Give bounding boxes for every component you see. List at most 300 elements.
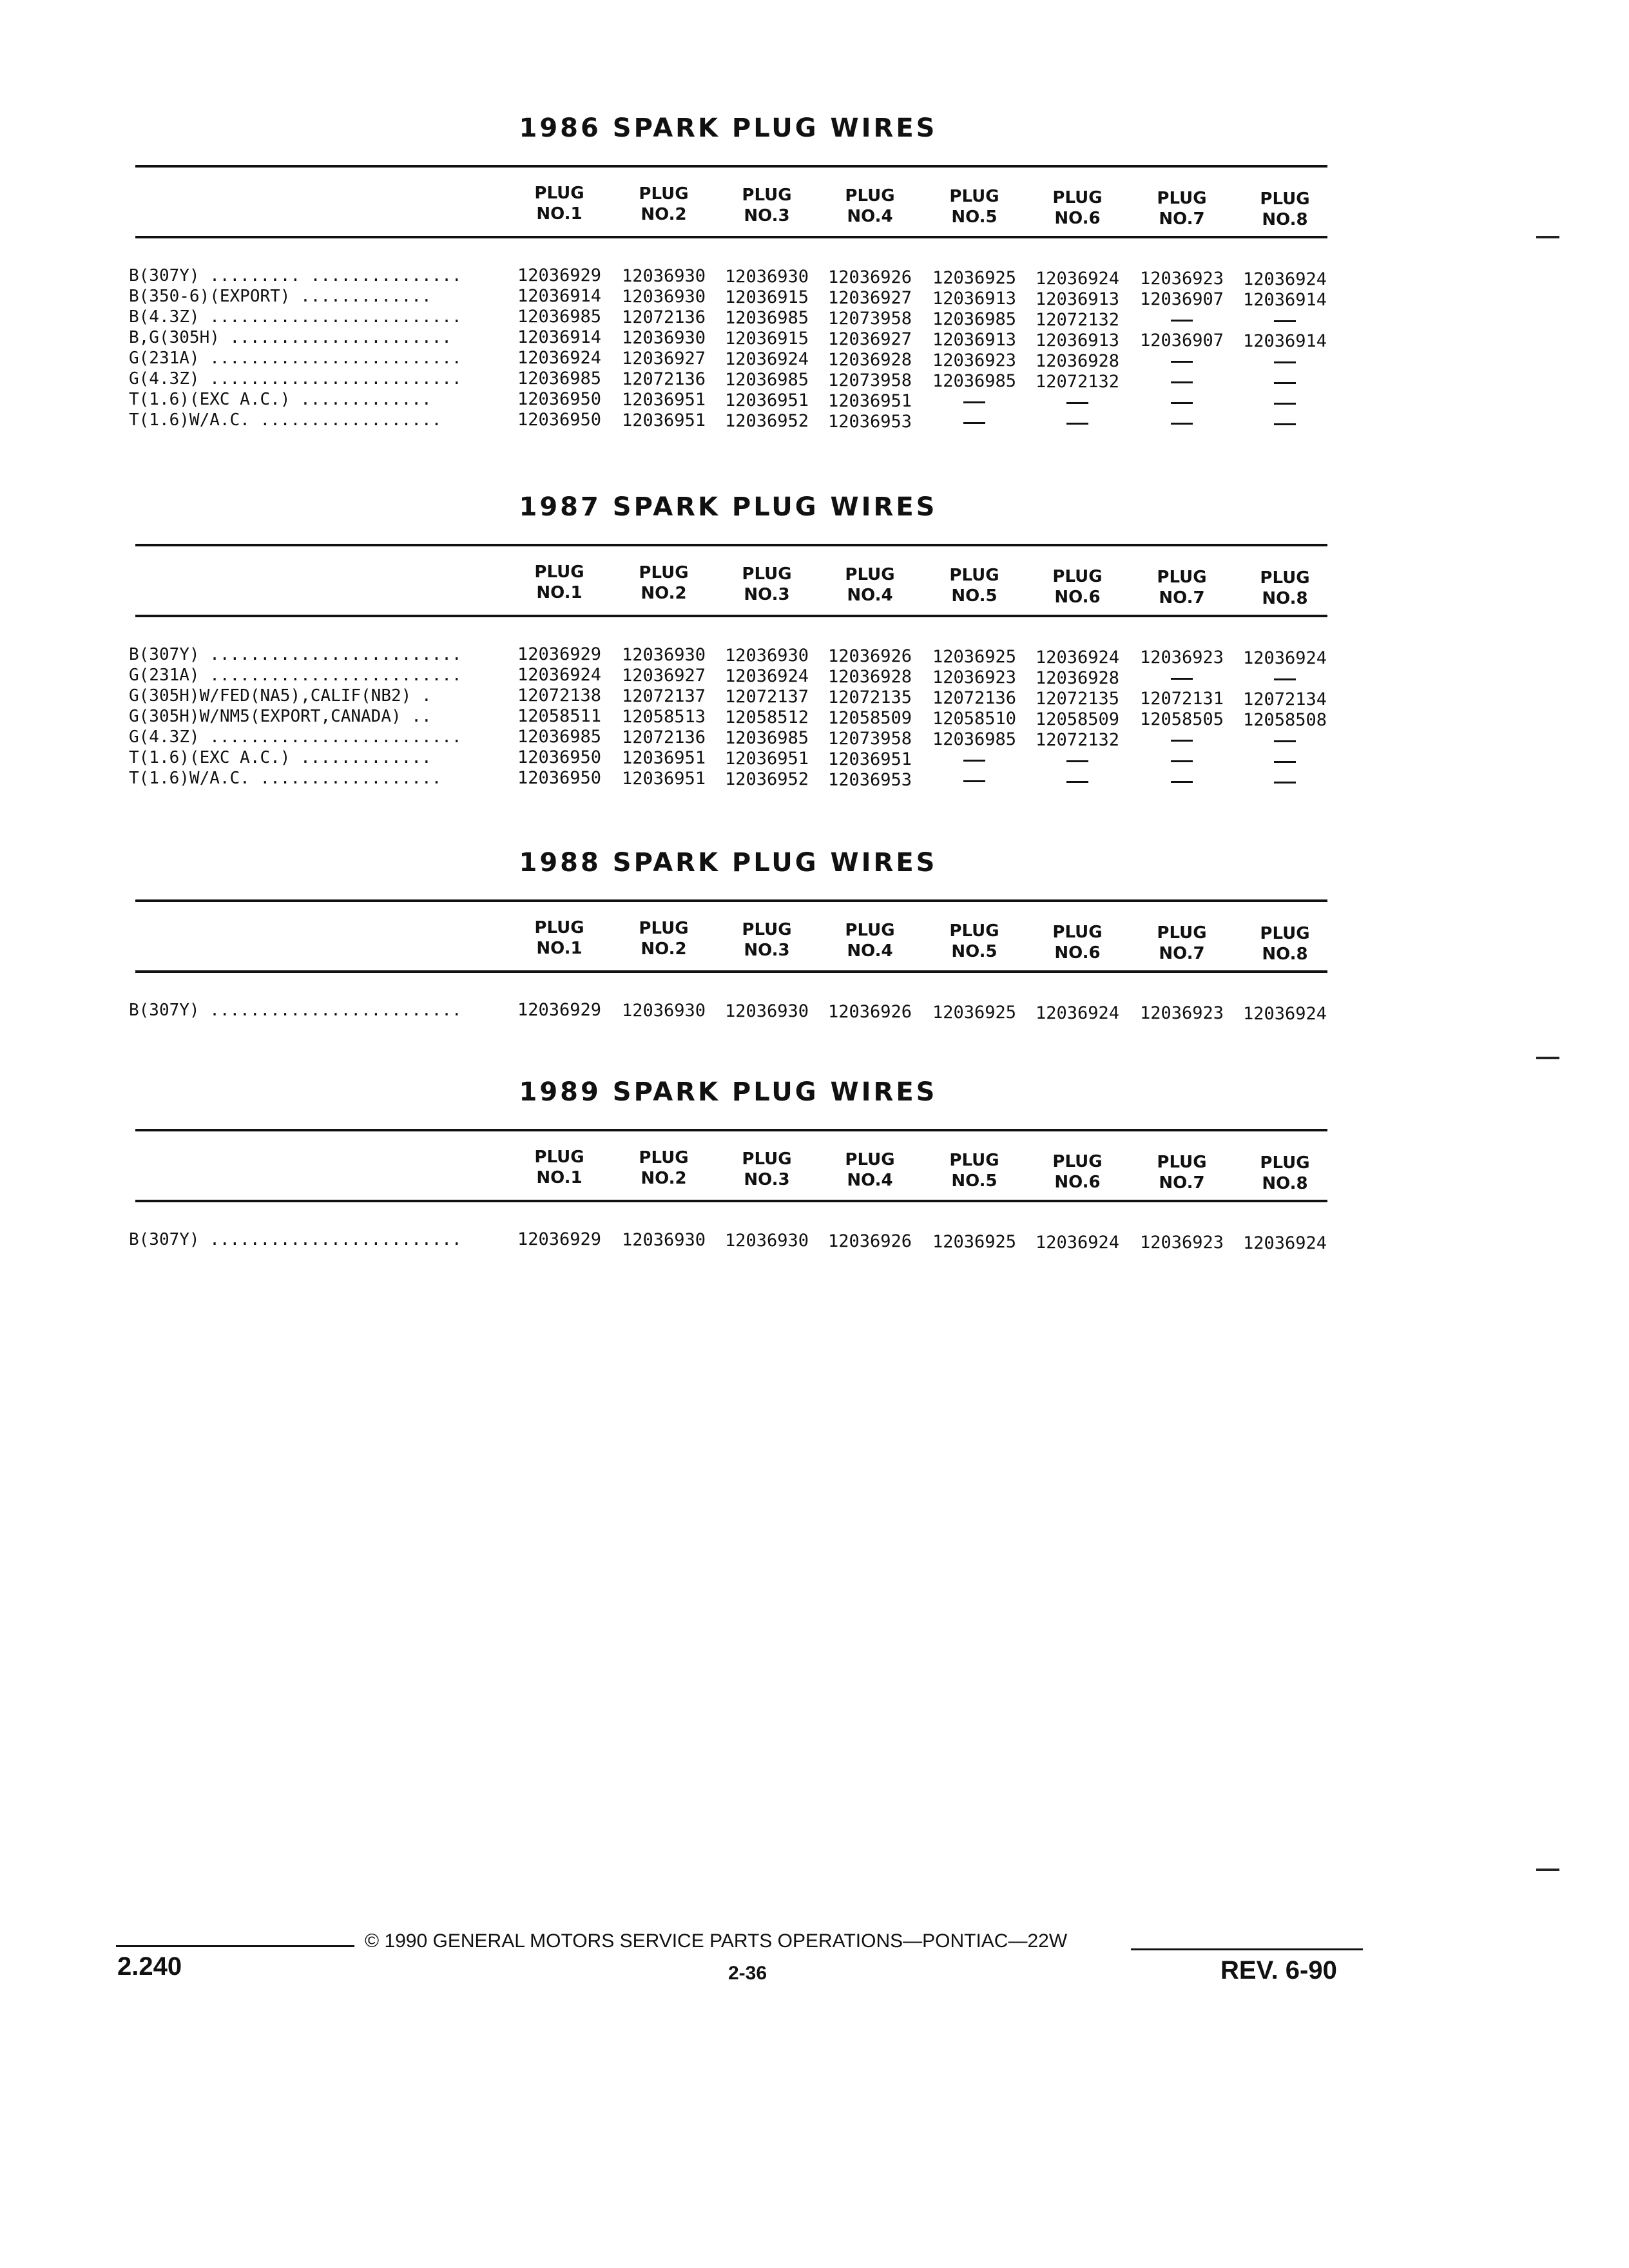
column-header-bottom: NO.2 <box>641 205 687 225</box>
engine-code-label: G(4.3Z) ......................... <box>129 369 462 389</box>
column-header-plug-6 <box>1029 566 1126 608</box>
part-number: 12036951 <box>724 390 809 410</box>
column-header-bottom: NO.1 <box>536 939 583 958</box>
part-number: 12036923 <box>1139 269 1224 289</box>
part-number: 12072134 <box>1242 689 1327 710</box>
column-header-bottom: NO.5 <box>951 1171 998 1191</box>
part-number: 12036930 <box>621 327 706 348</box>
part-number: 12036930 <box>621 286 706 307</box>
column-header-plug-6 <box>1029 922 1126 963</box>
part-number: 12036951 <box>827 390 912 411</box>
table-row <box>129 265 1327 290</box>
column-header-top: PLUG <box>1052 1151 1103 1171</box>
part-number: 12072132 <box>1035 371 1120 392</box>
table-row <box>129 727 1327 750</box>
column-header-bottom: NO.2 <box>641 939 687 959</box>
dash-mark <box>1171 402 1193 404</box>
footer-copyright: © 1990 GENERAL MOTORS SERVICE PARTS OPERATIONS—PONTIAC—22W <box>365 1930 1068 1952</box>
column-header-plug-1 <box>511 562 608 603</box>
part-number: 12036929 <box>517 1229 602 1249</box>
table-row <box>129 706 1327 731</box>
column-header-bottom: NO.3 <box>744 940 790 960</box>
dash-mark <box>1066 423 1088 425</box>
footer-page-center: 2-36 <box>728 1963 767 1984</box>
table-body <box>129 1229 1327 1254</box>
column-header-plug-1 <box>511 1147 608 1188</box>
dash-mark <box>1274 320 1296 322</box>
part-number: 12036926 <box>827 267 912 287</box>
column-header-plug-8 <box>1237 189 1333 230</box>
part-number: 12036985 <box>517 369 602 389</box>
column-header-plug-6 <box>1029 1151 1126 1193</box>
engine-code-label: G(231A) ......................... <box>129 349 462 368</box>
dash-mark <box>1274 423 1296 425</box>
table-rule-bottom <box>135 615 1327 617</box>
part-number: 12036923 <box>932 350 1017 370</box>
column-header-bottom: NO.1 <box>536 204 583 224</box>
column-header-top: PLUG <box>1052 922 1103 942</box>
part-number: 12036985 <box>932 309 1017 329</box>
part-number: 12036929 <box>517 265 602 285</box>
part-number: 12036953 <box>827 411 912 432</box>
dash-mark <box>1171 423 1193 425</box>
dash-mark <box>1274 361 1296 363</box>
column-header-plug-8 <box>1237 568 1333 609</box>
part-number: 12072138 <box>517 686 602 706</box>
part-number: 12036928 <box>1035 351 1120 371</box>
column-header-top: PLUG <box>742 185 792 205</box>
table-row <box>129 307 1327 330</box>
dash-mark <box>963 780 985 782</box>
part-number: 12036985 <box>724 307 809 328</box>
part-number: 12058509 <box>827 707 912 728</box>
dash-mark <box>963 401 985 403</box>
dash-mark <box>1274 678 1296 680</box>
part-number: 12036924 <box>517 665 602 685</box>
part-number: 12036952 <box>724 769 809 789</box>
engine-code-label: B(307Y) ......................... <box>129 1001 462 1020</box>
part-number: 12036924 <box>517 348 602 368</box>
part-number: 12036930 <box>724 266 809 287</box>
column-header-top: PLUG <box>534 184 584 203</box>
column-header-plug-3 <box>718 1149 815 1190</box>
margin-mark <box>1536 236 1559 238</box>
dash-mark <box>1171 320 1193 322</box>
table-row <box>129 286 1327 311</box>
column-header-plug-5 <box>926 921 1023 962</box>
column-header-bottom: NO.6 <box>1054 587 1101 607</box>
empty-dash <box>1130 771 1233 792</box>
part-number: 12036924 <box>1035 1003 1120 1023</box>
column-header-bottom: NO.5 <box>951 586 998 606</box>
spark-plug-section <box>129 492 1327 790</box>
part-number: 12036913 <box>932 288 1017 309</box>
part-number: 12036929 <box>517 644 602 664</box>
column-header-top: PLUG <box>1260 189 1310 209</box>
column-header-top: PLUG <box>639 919 689 939</box>
column-header-plug-4 <box>822 920 918 961</box>
column-header-top: PLUG <box>845 564 895 584</box>
section-title: 1987 SPARK PLUG WIRES <box>519 492 938 522</box>
engine-code-label: T(1.6)(EXC A.C.) ............. <box>129 748 432 767</box>
part-number: 12036951 <box>621 747 706 768</box>
part-number: 12072131 <box>1139 689 1224 709</box>
column-header-plug-2 <box>615 918 712 959</box>
table-row <box>129 1000 1327 1024</box>
column-header-plug-4 <box>822 186 918 227</box>
section-title: 1989 SPARK PLUG WIRES <box>519 1077 938 1107</box>
part-number: 12036925 <box>932 646 1017 667</box>
column-header-plug-3 <box>718 185 815 226</box>
dash-mark <box>1066 781 1088 783</box>
part-number: 12072135 <box>1035 688 1120 709</box>
column-header-top: PLUG <box>534 1148 584 1167</box>
part-number: 12036924 <box>1242 648 1327 669</box>
column-header-bottom: NO.8 <box>1262 1174 1308 1194</box>
table-row <box>129 348 1327 369</box>
column-header-plug-1 <box>511 183 608 224</box>
column-header-bottom: NO.3 <box>744 1169 790 1189</box>
table-row <box>129 768 1327 789</box>
part-number: 12036928 <box>827 666 912 687</box>
table-rule-bottom <box>135 1200 1327 1202</box>
table-row <box>129 389 1327 410</box>
column-header-bottom: NO.3 <box>744 206 790 226</box>
column-header-plug-5 <box>926 565 1023 606</box>
column-header-plug-2 <box>615 184 712 225</box>
part-number: 12036951 <box>621 768 706 789</box>
section-title: 1986 SPARK PLUG WIRES <box>519 113 938 143</box>
part-number: 12072132 <box>1035 309 1120 330</box>
spark-plug-section <box>129 848 1327 1024</box>
engine-code-label: G(4.3Z) ......................... <box>129 727 462 747</box>
column-header-top: PLUG <box>1052 187 1103 207</box>
column-header-top: PLUG <box>949 1151 999 1171</box>
column-header-top: PLUG <box>534 918 584 937</box>
column-header-top: PLUG <box>1260 1153 1310 1173</box>
part-number: 12036927 <box>621 665 706 686</box>
dash-mark <box>963 760 985 762</box>
column-header-top: PLUG <box>639 184 689 204</box>
part-number: 12058513 <box>621 706 706 727</box>
column-header-top: PLUG <box>949 566 999 586</box>
dash-mark <box>1171 381 1193 383</box>
empty-dash <box>1233 414 1336 434</box>
column-header-top: PLUG <box>949 187 999 207</box>
column-header-plug-7 <box>1133 188 1230 229</box>
footer-rule-left <box>116 1945 354 1947</box>
part-number: 12036924 <box>1035 1232 1120 1253</box>
dash-mark <box>1274 403 1296 405</box>
part-number: 12036926 <box>827 1001 912 1022</box>
column-header-plug-2 <box>615 1148 712 1189</box>
column-header-top: PLUG <box>742 1149 792 1169</box>
dash-mark <box>1274 761 1296 763</box>
part-number: 12036930 <box>621 644 706 665</box>
column-header-top: PLUG <box>1157 188 1207 208</box>
part-number: 12036924 <box>1035 268 1120 289</box>
table-rule-top <box>135 544 1327 546</box>
part-number: 12058505 <box>1139 709 1224 730</box>
dash-mark <box>1274 382 1296 384</box>
empty-dash <box>1026 413 1129 434</box>
column-header-plug-5 <box>926 186 1023 227</box>
spark-plug-section <box>129 1077 1327 1254</box>
part-number: 12036951 <box>621 389 706 410</box>
part-number: 12036930 <box>621 1000 706 1021</box>
engine-code-label: G(231A) ......................... <box>129 666 462 685</box>
part-number: 12072135 <box>827 687 912 707</box>
part-number: 12036923 <box>1139 1233 1224 1253</box>
column-header-plug-4 <box>822 1149 918 1191</box>
empty-dash <box>1233 772 1336 793</box>
column-header-plug-1 <box>511 918 608 959</box>
column-header-top: PLUG <box>845 1149 895 1169</box>
engine-code-label: B(4.3Z) ......................... <box>129 307 462 327</box>
part-number: 12036907 <box>1139 331 1224 351</box>
column-header-top: PLUG <box>742 919 792 939</box>
table-row <box>129 369 1327 392</box>
footer-page-number: 2.240 <box>117 1952 182 1981</box>
column-header-bottom: NO.4 <box>847 1170 893 1190</box>
column-header-plug-4 <box>822 564 918 606</box>
column-header-bottom: NO.4 <box>847 941 893 961</box>
footer-revision: REV. 6-90 <box>1220 1956 1337 1984</box>
engine-code-label: B(307Y) ......................... <box>129 645 462 664</box>
part-number: 12036951 <box>621 410 706 430</box>
column-header-top: PLUG <box>639 1148 689 1168</box>
column-header-bottom: NO.5 <box>951 942 998 962</box>
table-row <box>129 327 1327 352</box>
part-number: 12036913 <box>1035 289 1120 309</box>
column-header-bottom: NO.1 <box>536 1168 583 1187</box>
column-header-top: PLUG <box>949 921 999 941</box>
column-header-plug-3 <box>718 919 815 961</box>
part-number: 12036913 <box>1035 330 1120 351</box>
column-header-bottom: NO.8 <box>1262 589 1308 609</box>
column-header-bottom: NO.7 <box>1159 209 1205 229</box>
engine-code-label: B,G(305H) ...................... <box>129 328 452 347</box>
column-header-top: PLUG <box>1052 566 1103 586</box>
dash-mark <box>1171 740 1193 742</box>
column-header-bottom: NO.1 <box>536 583 583 602</box>
column-header-plug-3 <box>718 564 815 605</box>
margin-mark <box>1536 1057 1559 1059</box>
section-title: 1988 SPARK PLUG WIRES <box>519 848 938 878</box>
column-header-top: PLUG <box>1260 568 1310 588</box>
column-header-plug-7 <box>1133 567 1230 608</box>
part-number: 12036930 <box>621 1229 706 1250</box>
part-number: 12036985 <box>932 370 1017 391</box>
column-header-bottom: NO.6 <box>1054 943 1101 963</box>
column-header-top: PLUG <box>1157 923 1207 943</box>
part-number: 12036951 <box>724 748 809 769</box>
part-number: 12036953 <box>827 769 912 790</box>
column-header-bottom: NO.3 <box>744 584 790 604</box>
column-header-top: PLUG <box>639 563 689 583</box>
dash-mark <box>1171 678 1193 680</box>
part-number: 12058511 <box>517 706 602 726</box>
column-header-bottom: NO.7 <box>1159 1173 1205 1193</box>
engine-code-label: T(1.6)W/A.C. .................. <box>129 410 442 430</box>
column-header-plug-5 <box>926 1150 1023 1191</box>
part-number: 12036915 <box>724 328 809 349</box>
engine-code-label: G(305H)W/FED(NA5),CALIF(NB2) . <box>129 686 432 706</box>
part-number: 12036926 <box>827 646 912 666</box>
part-number: 12036914 <box>517 286 602 306</box>
part-number: 12036924 <box>1035 647 1120 668</box>
part-number: 12036930 <box>621 265 706 286</box>
part-number: 12036950 <box>517 768 602 788</box>
table-row <box>129 1229 1327 1254</box>
engine-code-label: T(1.6)(EXC A.C.) ............. <box>129 390 432 409</box>
table-row <box>129 747 1327 768</box>
table-body <box>129 644 1327 789</box>
dash-mark <box>1066 402 1088 404</box>
column-header-plug-2 <box>615 562 712 604</box>
part-number: 12036985 <box>724 369 809 390</box>
part-number: 12036985 <box>517 307 602 327</box>
footer-rule-right <box>1131 1948 1363 1950</box>
column-header-top: PLUG <box>1260 924 1310 944</box>
empty-dash <box>923 771 1026 791</box>
part-number: 12036930 <box>724 1230 809 1251</box>
dash-mark <box>1171 781 1193 783</box>
engine-code-label: G(305H)W/NM5(EXPORT,CANADA) .. <box>129 707 432 726</box>
part-number: 12036950 <box>517 410 602 430</box>
spark-plug-section <box>129 113 1327 432</box>
dash-mark <box>1274 782 1296 783</box>
part-number: 12036929 <box>517 1000 602 1020</box>
table-row <box>129 686 1327 710</box>
part-number: 12036924 <box>1242 1233 1327 1254</box>
part-number: 12036985 <box>724 727 809 748</box>
dash-mark <box>1066 760 1088 762</box>
part-number: 12036950 <box>517 389 602 409</box>
part-number: 12072136 <box>621 369 706 389</box>
column-header-bottom: NO.2 <box>641 584 687 604</box>
column-header-bottom: NO.4 <box>847 585 893 605</box>
column-header-bottom: NO.5 <box>951 207 998 227</box>
part-number: 12036915 <box>724 287 809 307</box>
column-header-plug-8 <box>1237 923 1333 965</box>
table-row <box>129 410 1327 430</box>
dash-mark <box>1274 740 1296 742</box>
part-number: 12036925 <box>932 1231 1017 1252</box>
part-number: 12036985 <box>932 729 1017 749</box>
table-rule-bottom <box>135 236 1327 238</box>
part-number: 12036930 <box>724 645 809 666</box>
part-number: 12036927 <box>827 329 912 349</box>
part-number: 12072136 <box>621 307 706 327</box>
part-number: 12072136 <box>932 687 1017 708</box>
empty-dash <box>1026 771 1129 792</box>
part-number: 12036927 <box>621 348 706 369</box>
table-body <box>129 1000 1327 1024</box>
part-number: 12036928 <box>827 349 912 370</box>
column-header-bottom: NO.7 <box>1159 943 1205 963</box>
table-rule-top <box>135 165 1327 168</box>
part-number: 12036985 <box>517 727 602 747</box>
engine-code-label: B(307Y) ......................... <box>129 1230 462 1249</box>
table-body <box>129 265 1327 430</box>
part-number: 12036927 <box>827 287 912 308</box>
column-header-bottom: NO.2 <box>641 1169 687 1189</box>
part-number: 12036923 <box>1139 1003 1224 1024</box>
column-header-plug-7 <box>1133 923 1230 964</box>
part-number: 12073958 <box>827 728 912 749</box>
part-number: 12036952 <box>724 410 809 431</box>
column-header-top: PLUG <box>1157 1152 1207 1172</box>
empty-dash <box>1130 413 1233 434</box>
engine-code-label: T(1.6)W/A.C. .................. <box>129 769 442 788</box>
dash-mark <box>1171 760 1193 762</box>
table-rule-top <box>135 1129 1327 1131</box>
column-header-plug-7 <box>1133 1152 1230 1193</box>
dash-mark <box>1171 361 1193 363</box>
engine-code-label: B(350-6)(EXPORT) ............. <box>129 287 432 306</box>
column-header-top: PLUG <box>742 564 792 584</box>
part-number: 12058509 <box>1035 709 1120 729</box>
part-number: 12036914 <box>1242 331 1327 352</box>
empty-dash <box>923 392 1026 412</box>
part-number: 12036914 <box>517 327 602 347</box>
part-number: 12036924 <box>724 666 809 686</box>
part-number: 12058508 <box>1242 710 1327 731</box>
column-header-top: PLUG <box>1157 567 1207 587</box>
part-number: 12036923 <box>1139 648 1224 668</box>
column-header-bottom: NO.8 <box>1262 945 1308 965</box>
part-number: 12036926 <box>827 1231 912 1251</box>
part-number: 12072136 <box>621 727 706 747</box>
part-number: 12036913 <box>932 329 1017 350</box>
part-number: 12036924 <box>1242 1004 1327 1024</box>
part-number: 12036928 <box>1035 668 1120 688</box>
table-rule-bottom <box>135 970 1327 973</box>
dash-mark <box>963 422 985 424</box>
margin-mark <box>1536 1869 1559 1871</box>
column-header-top: PLUG <box>845 920 895 940</box>
column-header-top: PLUG <box>845 186 895 206</box>
engine-code-label: B(307Y) ......... ............... <box>129 266 462 285</box>
part-number: 12036925 <box>932 1002 1017 1023</box>
column-header-bottom: NO.6 <box>1054 1172 1101 1192</box>
part-number: 12036923 <box>932 667 1017 687</box>
empty-dash <box>923 412 1026 433</box>
part-number: 12036951 <box>827 749 912 769</box>
table-rule-top <box>135 899 1327 902</box>
column-header-bottom: NO.8 <box>1262 210 1308 230</box>
part-number: 12058510 <box>932 708 1017 729</box>
part-number: 12036907 <box>1139 289 1224 310</box>
part-number: 12036924 <box>724 349 809 369</box>
column-header-bottom: NO.6 <box>1054 208 1101 228</box>
column-header-plug-8 <box>1237 1153 1333 1194</box>
part-number: 12072137 <box>724 686 809 707</box>
part-number: 12036950 <box>517 747 602 767</box>
column-header-bottom: NO.4 <box>847 206 893 226</box>
table-row <box>129 644 1327 669</box>
column-header-bottom: NO.7 <box>1159 588 1205 608</box>
column-header-top: PLUG <box>534 562 584 582</box>
part-number: 12036925 <box>932 267 1017 288</box>
column-header-plug-6 <box>1029 187 1126 229</box>
part-number: 12058512 <box>724 707 809 727</box>
table-row <box>129 665 1327 686</box>
part-number: 12072137 <box>621 686 706 706</box>
part-number: 12073958 <box>827 308 912 329</box>
part-number: 12036914 <box>1242 290 1327 311</box>
